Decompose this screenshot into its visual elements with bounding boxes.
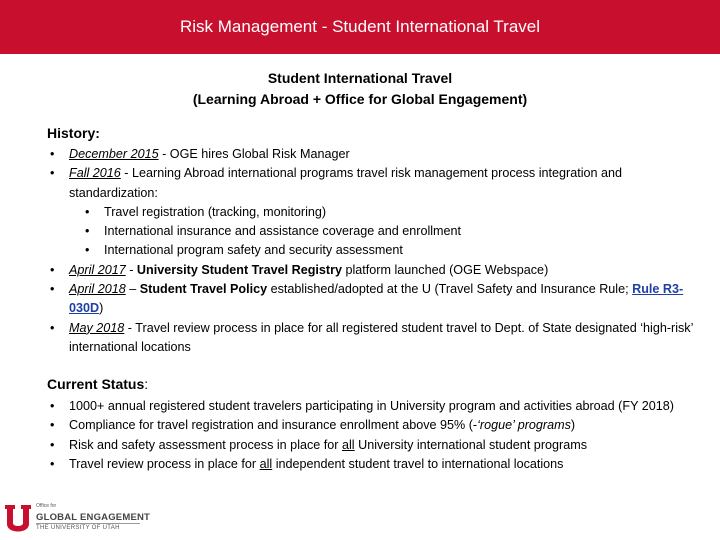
history-item bbox=[47, 261, 697, 280]
status-underline: all bbox=[259, 456, 273, 471]
subtitle-line-2: (Learning Abroad + Office for Global Engagement) bbox=[192, 91, 528, 107]
history-list bbox=[47, 145, 697, 357]
history-date: December 2015 bbox=[69, 147, 159, 161]
status-italic: ‘rogue’ programs bbox=[477, 418, 571, 433]
status-item bbox=[47, 455, 697, 474]
subtitle-line-1: Student International Travel bbox=[267, 70, 453, 86]
history-text: - Travel review process in place for all registered student travel to Dept. of State designated ‘high-risk’ international locations bbox=[69, 320, 693, 354]
global-engagement-logo bbox=[4, 503, 154, 537]
logo-divider bbox=[36, 523, 140, 524]
history-text: - OGE hires Global Risk Manager bbox=[158, 147, 350, 161]
history-subitem: • International insurance and assistance coverage and enrollment bbox=[82, 222, 697, 241]
history-subitem: • Travel registration (tracking, monitoring) bbox=[82, 203, 697, 222]
status-item: • 1000+ annual registered student travelers participating in University program and activities abroad (FY 2018) bbox=[47, 397, 697, 416]
history-date: Fall 2016 bbox=[69, 166, 121, 181]
history-text: - Learning Abroad international programs travel risk management process integration and standardization: bbox=[69, 166, 623, 200]
page-title: Risk Management - Student International Travel bbox=[179, 17, 541, 36]
status-text: Risk and safety assessment process in place for bbox=[69, 437, 342, 452]
status-item bbox=[47, 416, 697, 435]
history-bold: Student Travel Policy bbox=[139, 282, 268, 297]
history-text: established/adopted at the U (Travel Safety and Insurance Rule; bbox=[267, 282, 633, 297]
history-heading: History: bbox=[47, 125, 100, 141]
history-text: ) bbox=[99, 301, 104, 316]
logo-name: GLOBAL ENGAGEMENT bbox=[36, 512, 151, 523]
status-text: independent student travel to international locations bbox=[272, 456, 564, 471]
history-date: April 2018 bbox=[69, 282, 126, 297]
history-text: – bbox=[125, 282, 140, 297]
history-sublist bbox=[69, 203, 697, 261]
history-item bbox=[47, 164, 697, 260]
status-heading bbox=[47, 376, 148, 392]
rule-link[interactable]: Rule R3-030D bbox=[69, 282, 684, 316]
status-colon: : bbox=[144, 376, 149, 392]
status-list bbox=[47, 397, 697, 474]
status-text: Compliance for travel registration and insurance enrollment above 95% (- bbox=[69, 418, 478, 433]
history-subitem: • International program safety and security assessment bbox=[82, 241, 697, 260]
history-item bbox=[47, 280, 697, 319]
status-text: Travel review process in place for bbox=[69, 456, 260, 471]
university-u-icon bbox=[4, 503, 32, 537]
history-date: April 2017 bbox=[69, 262, 126, 277]
subtitle bbox=[0, 68, 720, 110]
history-bold: University Student Travel Registry bbox=[136, 262, 342, 277]
history-text: - bbox=[125, 262, 137, 277]
history-date: May 2018 bbox=[69, 320, 125, 335]
status-text: ) bbox=[570, 418, 576, 433]
history-item bbox=[47, 319, 697, 358]
status-text: University international student programs bbox=[354, 437, 588, 452]
status-title: Current Status bbox=[47, 376, 145, 392]
history-text: platform launched (OGE Webspace) bbox=[342, 262, 549, 277]
title-banner bbox=[0, 0, 720, 54]
logo-university: THE UNIVERSITY OF UTAH bbox=[36, 525, 120, 531]
status-underline: all bbox=[342, 437, 355, 452]
status-item bbox=[47, 436, 697, 455]
history-item bbox=[47, 145, 697, 164]
logo-office-for: Office for bbox=[36, 503, 57, 509]
